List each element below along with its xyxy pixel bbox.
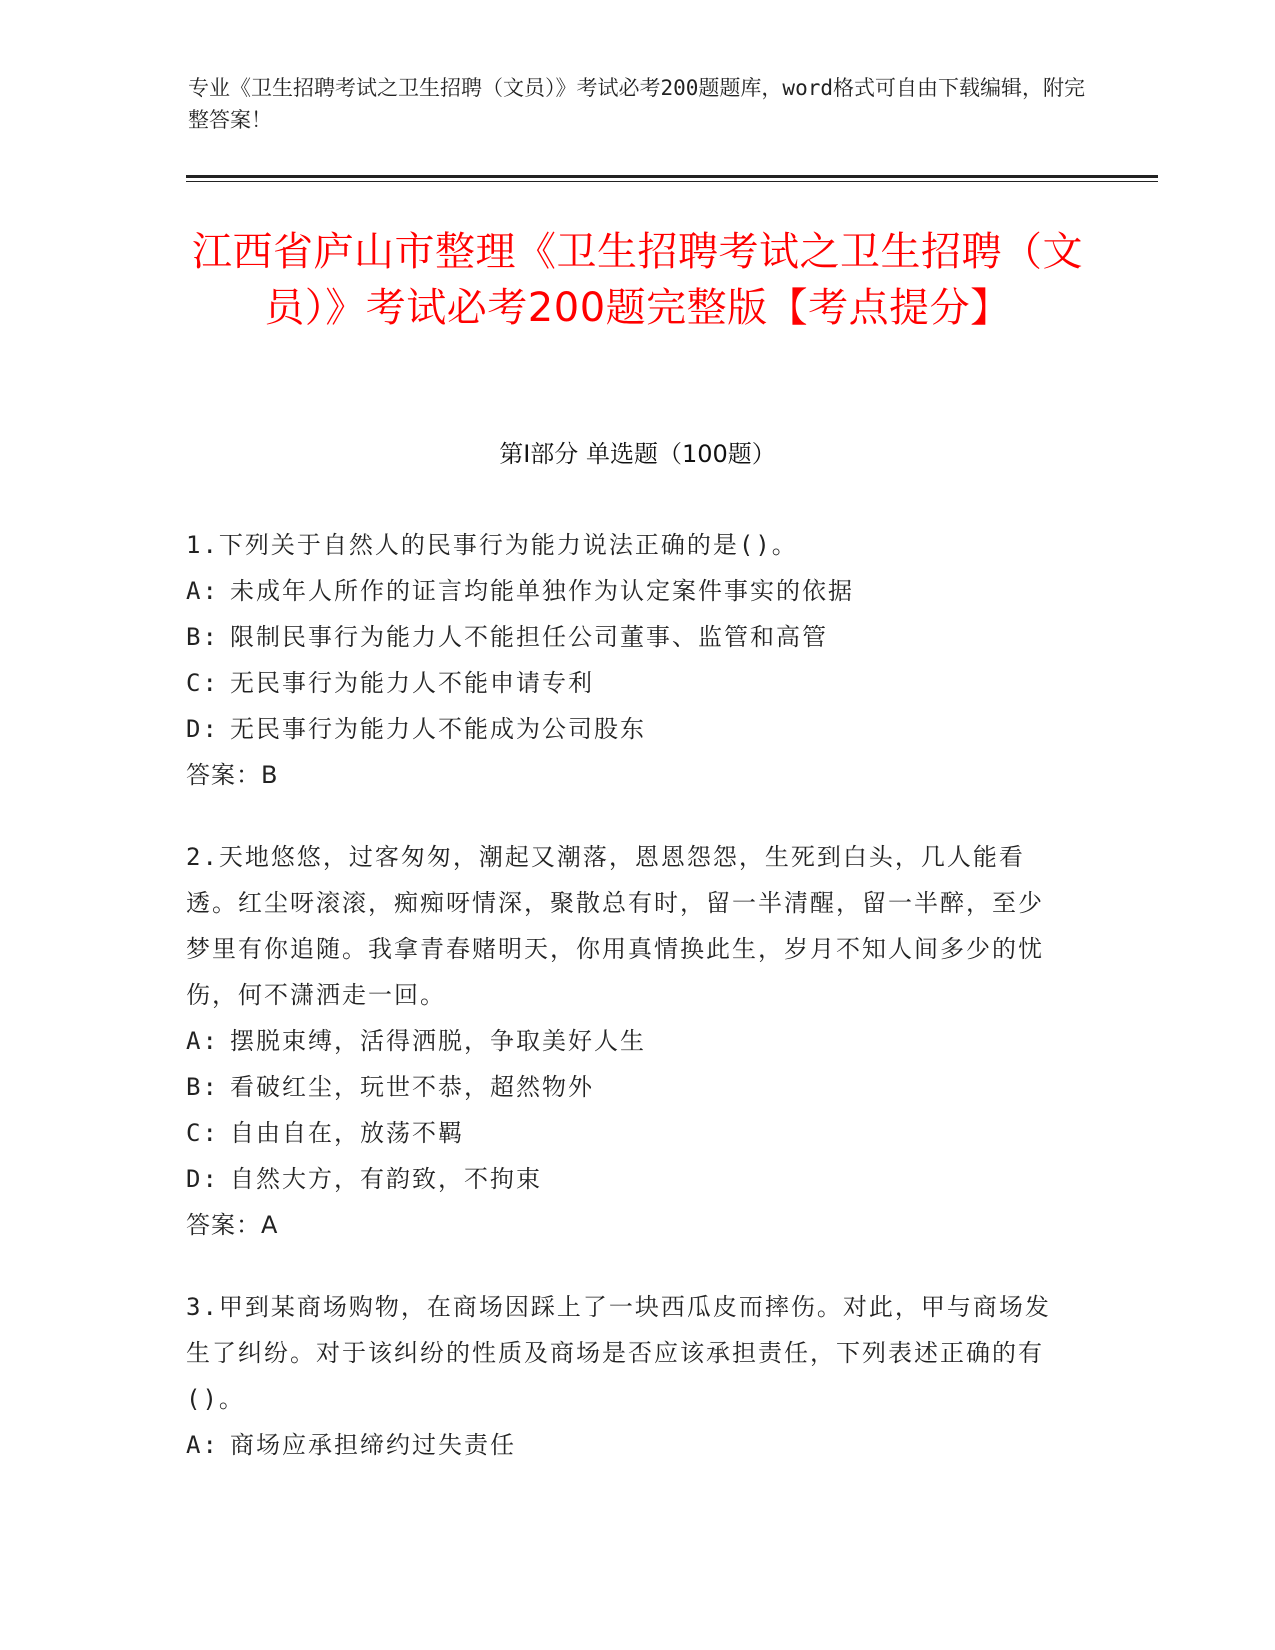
option-d: [186, 706, 1066, 752]
option-letter: C:: [186, 1119, 219, 1147]
answer-line: 答案：B: [186, 761, 279, 789]
option-letter: A:: [186, 1431, 219, 1459]
section-heading: 第I部分 单选题（100题）: [499, 440, 776, 468]
document-title: 江西省庐山市整理《卫生招聘考试之卫生招聘（文员）》考试必考200题完整版【考点提分】: [192, 229, 1083, 331]
header-divider-thick: [186, 175, 1158, 178]
option-text: 限制民事行为能力人不能担任公司董事、监管和高管: [230, 623, 828, 651]
option-text: 摆脱束缚，活得洒脱，争取美好人生: [230, 1027, 646, 1055]
header-note: 专业《卫生招聘考试之卫生招聘（文员）》考试必考200题题库，word格式可自由下载编辑，附完整答案！: [188, 76, 1085, 132]
option-c: [186, 1110, 1066, 1156]
option-letter: D:: [186, 1165, 219, 1193]
question-1: [186, 522, 1066, 798]
answer-line: 答案：A: [186, 1211, 279, 1239]
option-letter: B:: [186, 1073, 219, 1101]
question-list: [186, 522, 1066, 1504]
option-d: [186, 1156, 1066, 1202]
option-text: 无民事行为能力人不能成为公司股东: [230, 715, 646, 743]
option-text: 商场应承担缔约过失责任: [230, 1431, 516, 1459]
option-c: [186, 660, 1066, 706]
option-a: [186, 1018, 1066, 1064]
option-text: 自由自在，放荡不羁: [230, 1119, 464, 1147]
option-text: 无民事行为能力人不能申请专利: [230, 669, 594, 697]
option-text: 看破红尘，玩世不恭，超然物外: [230, 1073, 594, 1101]
option-text: 未成年人所作的证言均能单独作为认定案件事实的依据: [230, 577, 854, 605]
option-letter: C:: [186, 669, 219, 697]
option-letter: B:: [186, 623, 219, 651]
option-b: [186, 1064, 1066, 1110]
question-3: [186, 1284, 1066, 1468]
question-2: [186, 834, 1066, 1248]
option-a: [186, 1422, 1066, 1468]
question-stem: 3.甲到某商场购物，在商场因踩上了一块西瓜皮而摔伤。对此，甲与商场发生了纠纷。对于该纠纷的性质及商场是否应该承担责任，下列表述正确的有()。: [186, 1293, 1051, 1413]
option-a: [186, 568, 1066, 614]
option-b: [186, 614, 1066, 660]
option-text: 自然大方，有韵致，不拘束: [230, 1165, 542, 1193]
question-stem: 2.天地悠悠，过客匆匆，潮起又潮落，恩恩怨怨，生死到白头，几人能看透。红尘呀滚滚，痴痴呀情深，聚散总有时，留一半清醒，留一半醉，至少梦里有你追随。我拿青春赌明天，你用真情换此生，岁月不知人间多少的忧伤，何不潇洒走一回。: [186, 843, 1044, 1009]
option-letter: A:: [186, 577, 219, 605]
option-letter: A:: [186, 1027, 219, 1055]
question-stem: 1.下列关于自然人的民事行为能力说法正确的是()。: [186, 531, 798, 559]
header-divider-thin: [186, 181, 1158, 182]
option-letter: D:: [186, 715, 219, 743]
